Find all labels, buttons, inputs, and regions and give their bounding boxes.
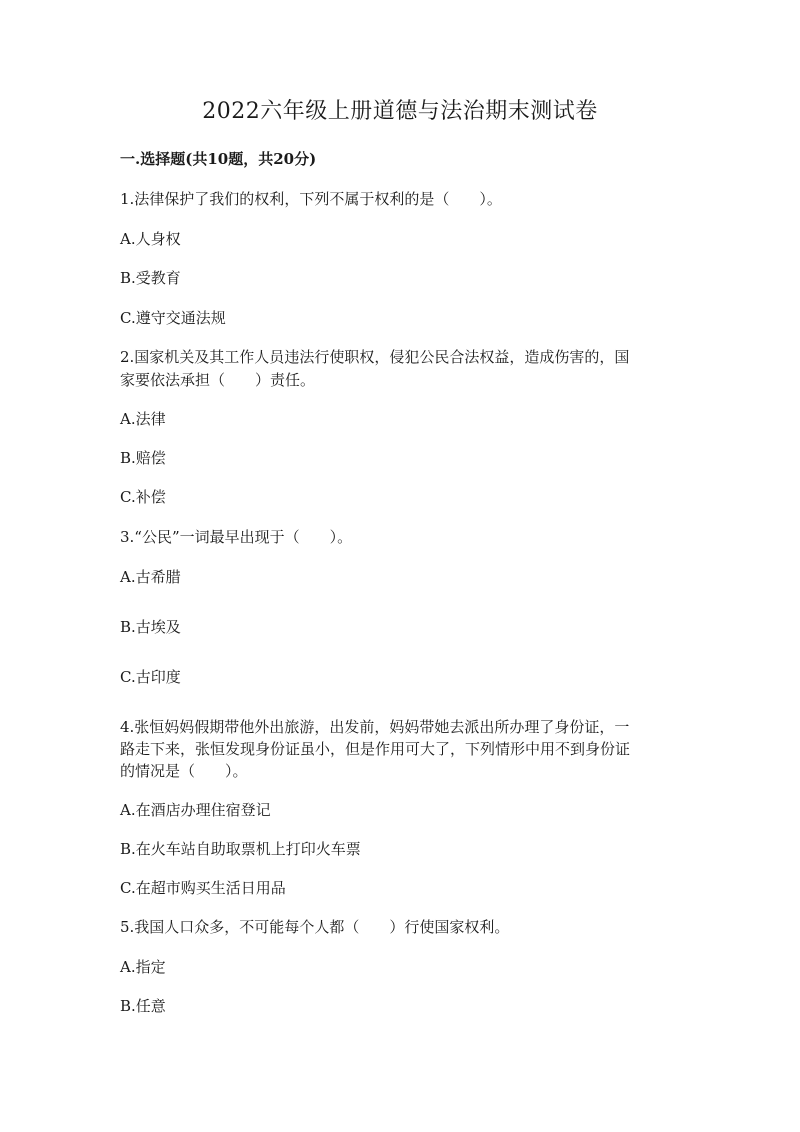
question-2-option-c: C.补偿: [120, 488, 166, 506]
question-5-option-b: B.任意: [120, 997, 166, 1015]
question-4-option-a: A.在酒店办理住宿登记: [120, 801, 271, 819]
question-2-option-a: A.法律: [120, 410, 166, 428]
question-5-stem: 5.我国人口众多，不可能每个人都（ ）行使国家权利。: [120, 918, 510, 936]
exam-title: 2022六年级上册道德与法治期末测试卷: [202, 99, 598, 124]
question-1-option-a: A.人身权: [120, 230, 181, 248]
question-1-option-b: B.受教育: [120, 269, 181, 287]
section-heading: 一.选择题(共10题，共20分): [120, 150, 317, 168]
question-4-stem-line-3: 的情况是（ ）。: [120, 762, 248, 780]
question-5-option-a: A.指定: [120, 958, 166, 976]
question-4-option-b: B.在火车站自助取票机上打印火车票: [120, 840, 361, 858]
question-3-option-c: C.古印度: [120, 668, 181, 686]
question-2-option-b: B.赔偿: [120, 449, 166, 467]
question-3-stem: 3.“公民”一词最早出现于（ ）。: [120, 528, 353, 546]
question-2-stem-line-1: 2.国家机关及其工作人员违法行使职权，侵犯公民合法权益，造成伤害的，国: [120, 348, 630, 366]
question-2-stem-line-2: 家要依法承担（ ）责任。: [120, 371, 316, 389]
question-1-option-c: C.遵守交通法规: [120, 309, 226, 327]
question-3-option-a: A.古希腊: [120, 568, 181, 586]
question-4-option-c: C.在超市购买生活日用品: [120, 879, 286, 897]
question-1-stem: 1.法律保护了我们的权利，下列不属于权利的是（ ）。: [120, 190, 502, 208]
question-4-stem-line-1: 4.张恒妈妈假期带他外出旅游，出发前，妈妈带她去派出所办理了身份证，一: [120, 718, 630, 736]
question-3-option-b: B.古埃及: [120, 618, 181, 636]
question-4-stem-line-2: 路走下来，张恒发现身份证虽小，但是作用可大了，下列情形中用不到身份证: [120, 740, 631, 758]
